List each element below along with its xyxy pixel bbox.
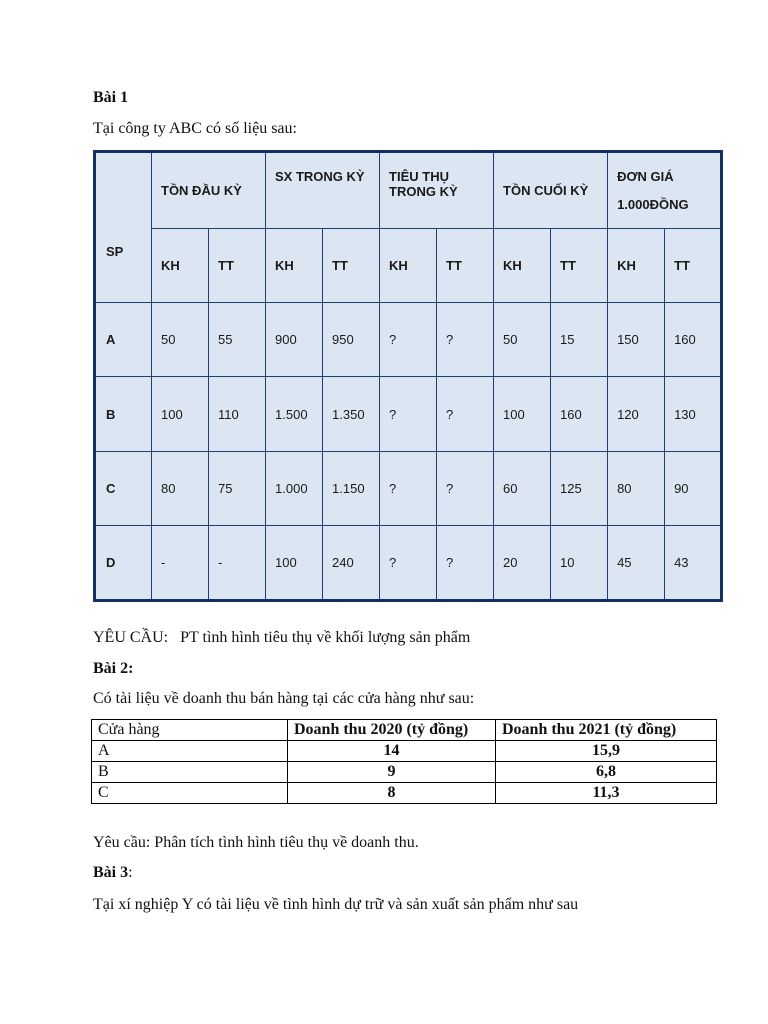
- table-cell: ?: [437, 377, 494, 451]
- table-cell: 240: [323, 526, 380, 601]
- table-cell: ?: [380, 377, 437, 451]
- table-row: [95, 377, 722, 451]
- don-gia-label: ĐƠN GIÁ: [617, 169, 674, 184]
- table-cell: 60: [494, 451, 551, 525]
- sub-header: KH: [494, 228, 551, 302]
- table-row: [95, 451, 722, 525]
- table-cell: 90: [665, 451, 722, 525]
- bai1-table: [93, 150, 723, 602]
- table-cell: 125: [551, 451, 608, 525]
- col-header-2020: Doanh thu 2020 (tỷ đồng): [288, 720, 496, 741]
- group-header-ton-dau-ky: TỒN ĐẦU KỲ: [152, 152, 266, 229]
- row-label: C: [95, 451, 152, 525]
- table-cell: 43: [665, 526, 722, 601]
- table-row: [92, 741, 717, 762]
- row-label: D: [95, 526, 152, 601]
- sub-header: KH: [152, 228, 209, 302]
- sub-header: KH: [608, 228, 665, 302]
- bai2-heading: Bài 2:: [93, 660, 134, 677]
- revenue-2020: 8: [288, 783, 496, 804]
- bai2-intro: Có tài liệu về doanh thu bán hàng tại các cửa hàng như sau:: [93, 690, 475, 707]
- table-cell: 80: [608, 451, 665, 525]
- bai3-heading-line: [93, 864, 133, 882]
- table-cell: 110: [209, 377, 266, 451]
- row-label: B: [95, 377, 152, 451]
- sub-header: KH: [266, 228, 323, 302]
- don-gia-unit: 1.000ĐỒNG: [617, 197, 689, 212]
- table-cell: 1.350: [323, 377, 380, 451]
- table-cell: 120: [608, 377, 665, 451]
- bai3-heading-colon: :: [128, 864, 133, 881]
- store-name: B: [92, 762, 288, 783]
- bai1-heading: Bài 1: [93, 89, 129, 106]
- table-cell: 10: [551, 526, 608, 601]
- table-cell: ?: [437, 451, 494, 525]
- table-row: [95, 302, 722, 376]
- table-cell: 1.150: [323, 451, 380, 525]
- table-cell: ?: [380, 451, 437, 525]
- col-header-2021: Doanh thu 2021 (tỷ đồng): [496, 720, 717, 741]
- group-header-don-gia: [608, 152, 722, 229]
- table-row: [92, 783, 717, 804]
- table-cell: 20: [494, 526, 551, 601]
- table-cell: 160: [551, 377, 608, 451]
- row-label: A: [95, 302, 152, 376]
- table-cell: 130: [665, 377, 722, 451]
- sub-header: KH: [380, 228, 437, 302]
- table-cell: -: [152, 526, 209, 601]
- bai3-intro: Tại xí nghiệp Y có tài liệu về tình hình dự trữ và sản xuất sản phẩm như sau: [93, 896, 579, 913]
- table-cell: 55: [209, 302, 266, 376]
- table-cell: 150: [608, 302, 665, 376]
- table-cell: 1.000: [266, 451, 323, 525]
- table-cell: ?: [437, 302, 494, 376]
- store-name: C: [92, 783, 288, 804]
- sub-header: TT: [551, 228, 608, 302]
- store-name: A: [92, 741, 288, 762]
- table-cell: 50: [494, 302, 551, 376]
- table-cell: 100: [266, 526, 323, 601]
- table-cell: -: [209, 526, 266, 601]
- table-cell: 950: [323, 302, 380, 376]
- revenue-2021: 6,8: [496, 762, 717, 783]
- bai1-requirement: YÊU CẦU: PT tình hình tiêu thụ về khối lượng sản phẩm: [93, 629, 471, 646]
- table-cell: ?: [380, 302, 437, 376]
- table-cell: 80: [152, 451, 209, 525]
- table-cell: 45: [608, 526, 665, 601]
- group-header-ton-cuoi-ky: TỒN CUỐI KỲ: [494, 152, 608, 229]
- sub-header: TT: [437, 228, 494, 302]
- table-cell: 1.500: [266, 377, 323, 451]
- table-cell: 160: [665, 302, 722, 376]
- table-row: [95, 526, 722, 601]
- sub-header: TT: [323, 228, 380, 302]
- revenue-2021: 15,9: [496, 741, 717, 762]
- table-cell: 50: [152, 302, 209, 376]
- table-cell: ?: [380, 526, 437, 601]
- table-cell: ?: [437, 526, 494, 601]
- table-cell: 75: [209, 451, 266, 525]
- table-row: [92, 762, 717, 783]
- table-cell: 15: [551, 302, 608, 376]
- revenue-2020: 14: [288, 741, 496, 762]
- col-header-sp: SP: [95, 152, 152, 303]
- bai1-intro: Tại công ty ABC có số liệu sau:: [93, 120, 297, 137]
- bai3-heading: Bài 3: [93, 864, 129, 881]
- group-header-tieu-thu-trong-ky: TIÊU THỤ TRONG KỲ: [380, 152, 494, 229]
- revenue-2020: 9: [288, 762, 496, 783]
- col-header-store: Cửa hàng: [92, 720, 288, 741]
- sub-header: TT: [209, 228, 266, 302]
- group-header-sx-trong-ky: SX TRONG KỲ: [266, 152, 380, 229]
- table-cell: 100: [152, 377, 209, 451]
- sub-header: TT: [665, 228, 722, 302]
- table-cell: 100: [494, 377, 551, 451]
- bai2-table: [91, 719, 717, 804]
- revenue-2021: 11,3: [496, 783, 717, 804]
- bai2-requirement: Yêu cầu: Phân tích tình hình tiêu thụ về doanh thu.: [93, 834, 419, 851]
- table-cell: 900: [266, 302, 323, 376]
